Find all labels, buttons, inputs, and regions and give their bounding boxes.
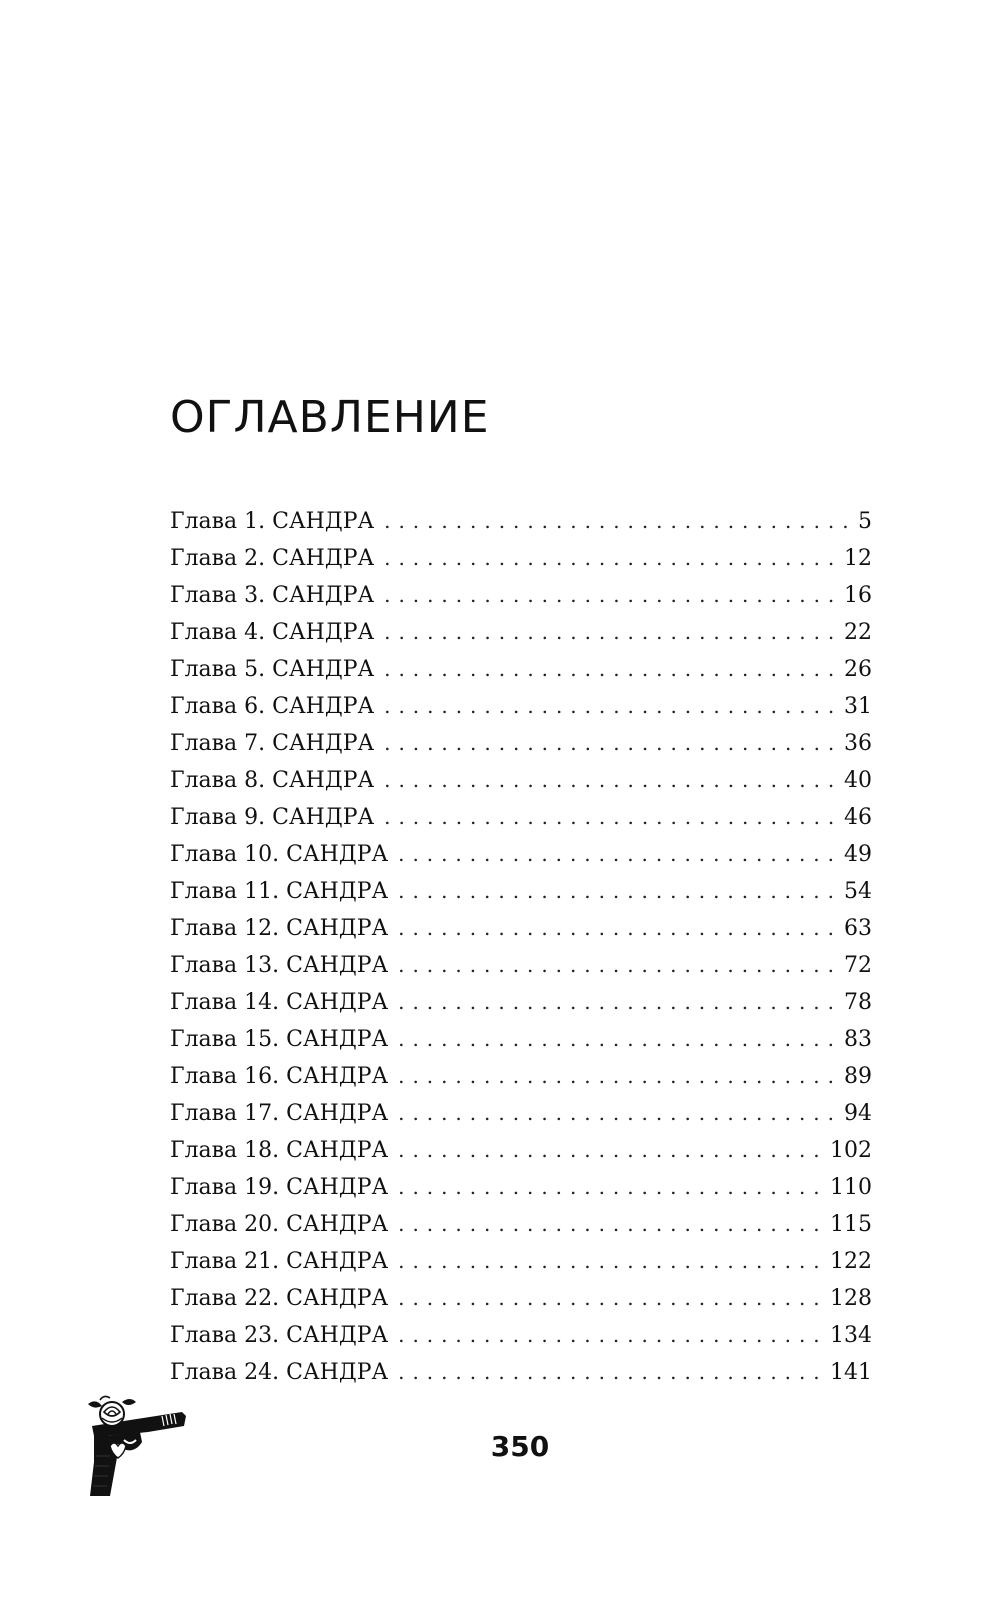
toc-entry: [170, 577, 872, 614]
toc-entry: [170, 1095, 872, 1132]
toc-dot-leader: [398, 1021, 840, 1058]
toc-entry-label: Глава 2. САНДРА: [170, 546, 375, 571]
toc-dot-leader: [398, 1169, 826, 1206]
toc-dot-leader: [398, 1243, 826, 1280]
toc-entry: [170, 614, 872, 651]
toc-entry-label: Глава 9. САНДРА: [170, 805, 375, 830]
toc-entry-page: 31: [844, 694, 872, 719]
toc-entry-page: 94: [844, 1101, 872, 1126]
toc-entry-label: Глава 22. САНДРА: [170, 1286, 389, 1311]
toc-entry-page: 12: [844, 546, 872, 571]
toc-entry: [170, 910, 872, 947]
toc-title: ОГЛАВЛЕНИЕ: [170, 392, 490, 443]
toc-entry-page: 63: [844, 916, 872, 941]
toc-dot-leader: [398, 1317, 826, 1354]
toc-entry-page: 110: [830, 1175, 872, 1200]
toc-entry-label: Глава 3. САНДРА: [170, 583, 375, 608]
toc-dot-leader: [384, 762, 840, 799]
toc-entry-label: Глава 14. САНДРА: [170, 990, 389, 1015]
toc-dot-leader: [398, 873, 840, 910]
toc-dot-leader: [398, 1132, 826, 1169]
toc-entry-label: Глава 11. САНДРА: [170, 879, 389, 904]
toc-entry: [170, 503, 872, 540]
toc-entry-page: 78: [844, 990, 872, 1015]
toc-entry-page: 40: [844, 768, 872, 793]
toc-entry-label: Глава 6. САНДРА: [170, 694, 375, 719]
toc-entry-label: Глава 12. САНДРА: [170, 916, 389, 941]
toc-entry: [170, 1169, 872, 1206]
toc-entry: [170, 799, 872, 836]
toc-entry: [170, 725, 872, 762]
toc-dot-leader: [384, 614, 840, 651]
toc-entry-label: Глава 13. САНДРА: [170, 953, 389, 978]
toc-entry-label: Глава 1. САНДРА: [170, 509, 375, 534]
toc-entry-label: Глава 18. САНДРА: [170, 1138, 389, 1163]
toc-dot-leader: [398, 1280, 826, 1317]
toc-entry-page: 128: [830, 1286, 872, 1311]
toc-entry: [170, 651, 872, 688]
toc-entry-label: Глава 16. САНДРА: [170, 1064, 389, 1089]
toc-entry: [170, 1243, 872, 1280]
toc-entry: [170, 1021, 872, 1058]
toc-entry-page: 72: [844, 953, 872, 978]
toc-entry-label: Глава 10. САНДРА: [170, 842, 389, 867]
toc-entry-page: 16: [844, 583, 872, 608]
page-number: 350: [490, 1430, 550, 1463]
toc-entry: [170, 947, 872, 984]
toc-dot-leader: [398, 1095, 840, 1132]
toc-entry-page: 102: [830, 1138, 872, 1163]
toc-dot-leader: [384, 651, 840, 688]
toc-dot-leader: [398, 984, 840, 1021]
toc-entry-page: 49: [844, 842, 872, 867]
toc-entry-page: 141: [830, 1360, 872, 1385]
pistol-with-rose-icon: [78, 1392, 190, 1500]
toc-entry-page: 134: [830, 1323, 872, 1348]
toc-entry-label: Глава 21. САНДРА: [170, 1249, 389, 1274]
toc-entry: [170, 873, 872, 910]
toc-entry-label: Глава 20. САНДРА: [170, 1212, 389, 1237]
toc-entry-label: Глава 15. САНДРА: [170, 1027, 389, 1052]
toc-entry-page: 115: [830, 1212, 872, 1237]
toc-entry-page: 83: [844, 1027, 872, 1052]
toc-entry-page: 122: [830, 1249, 872, 1274]
toc-entry-page: 89: [844, 1064, 872, 1089]
toc-entry-page: 22: [844, 620, 872, 645]
toc-dot-leader: [398, 1206, 826, 1243]
toc-entry-label: Глава 24. САНДРА: [170, 1360, 389, 1385]
toc-entry-page: 26: [844, 657, 872, 682]
toc-dot-leader: [398, 836, 840, 873]
toc-entry: [170, 1354, 872, 1391]
toc-entry-page: 36: [844, 731, 872, 756]
toc-entry-label: Глава 7. САНДРА: [170, 731, 375, 756]
toc-entry: [170, 1280, 872, 1317]
toc-dot-leader: [398, 1354, 826, 1391]
toc-entry-label: Глава 19. САНДРА: [170, 1175, 389, 1200]
toc-entry: [170, 1132, 872, 1169]
toc-dot-leader: [384, 503, 854, 540]
toc-dot-leader: [384, 540, 840, 577]
toc-entry-label: Глава 4. САНДРА: [170, 620, 375, 645]
toc-entry-page: 46: [844, 805, 872, 830]
toc-entry-label: Глава 23. САНДРА: [170, 1323, 389, 1348]
toc-entry: [170, 688, 872, 725]
toc-entry: [170, 540, 872, 577]
toc-dot-leader: [398, 910, 840, 947]
toc-entry: [170, 984, 872, 1021]
toc-list: [170, 503, 872, 1391]
toc-entry-label: Глава 5. САНДРА: [170, 657, 375, 682]
toc-entry: [170, 1317, 872, 1354]
toc-entry: [170, 836, 872, 873]
toc-dot-leader: [398, 1058, 840, 1095]
toc-entry-page: 5: [858, 509, 872, 534]
toc-entry: [170, 1206, 872, 1243]
toc-entry-label: Глава 17. САНДРА: [170, 1101, 389, 1126]
toc-entry-page: 54: [844, 879, 872, 904]
toc-entry: [170, 1058, 872, 1095]
toc-dot-leader: [384, 725, 840, 762]
toc-dot-leader: [384, 577, 840, 614]
toc-dot-leader: [384, 688, 840, 725]
toc-dot-leader: [384, 799, 840, 836]
toc-dot-leader: [398, 947, 840, 984]
toc-entry-label: Глава 8. САНДРА: [170, 768, 375, 793]
toc-entry: [170, 762, 872, 799]
